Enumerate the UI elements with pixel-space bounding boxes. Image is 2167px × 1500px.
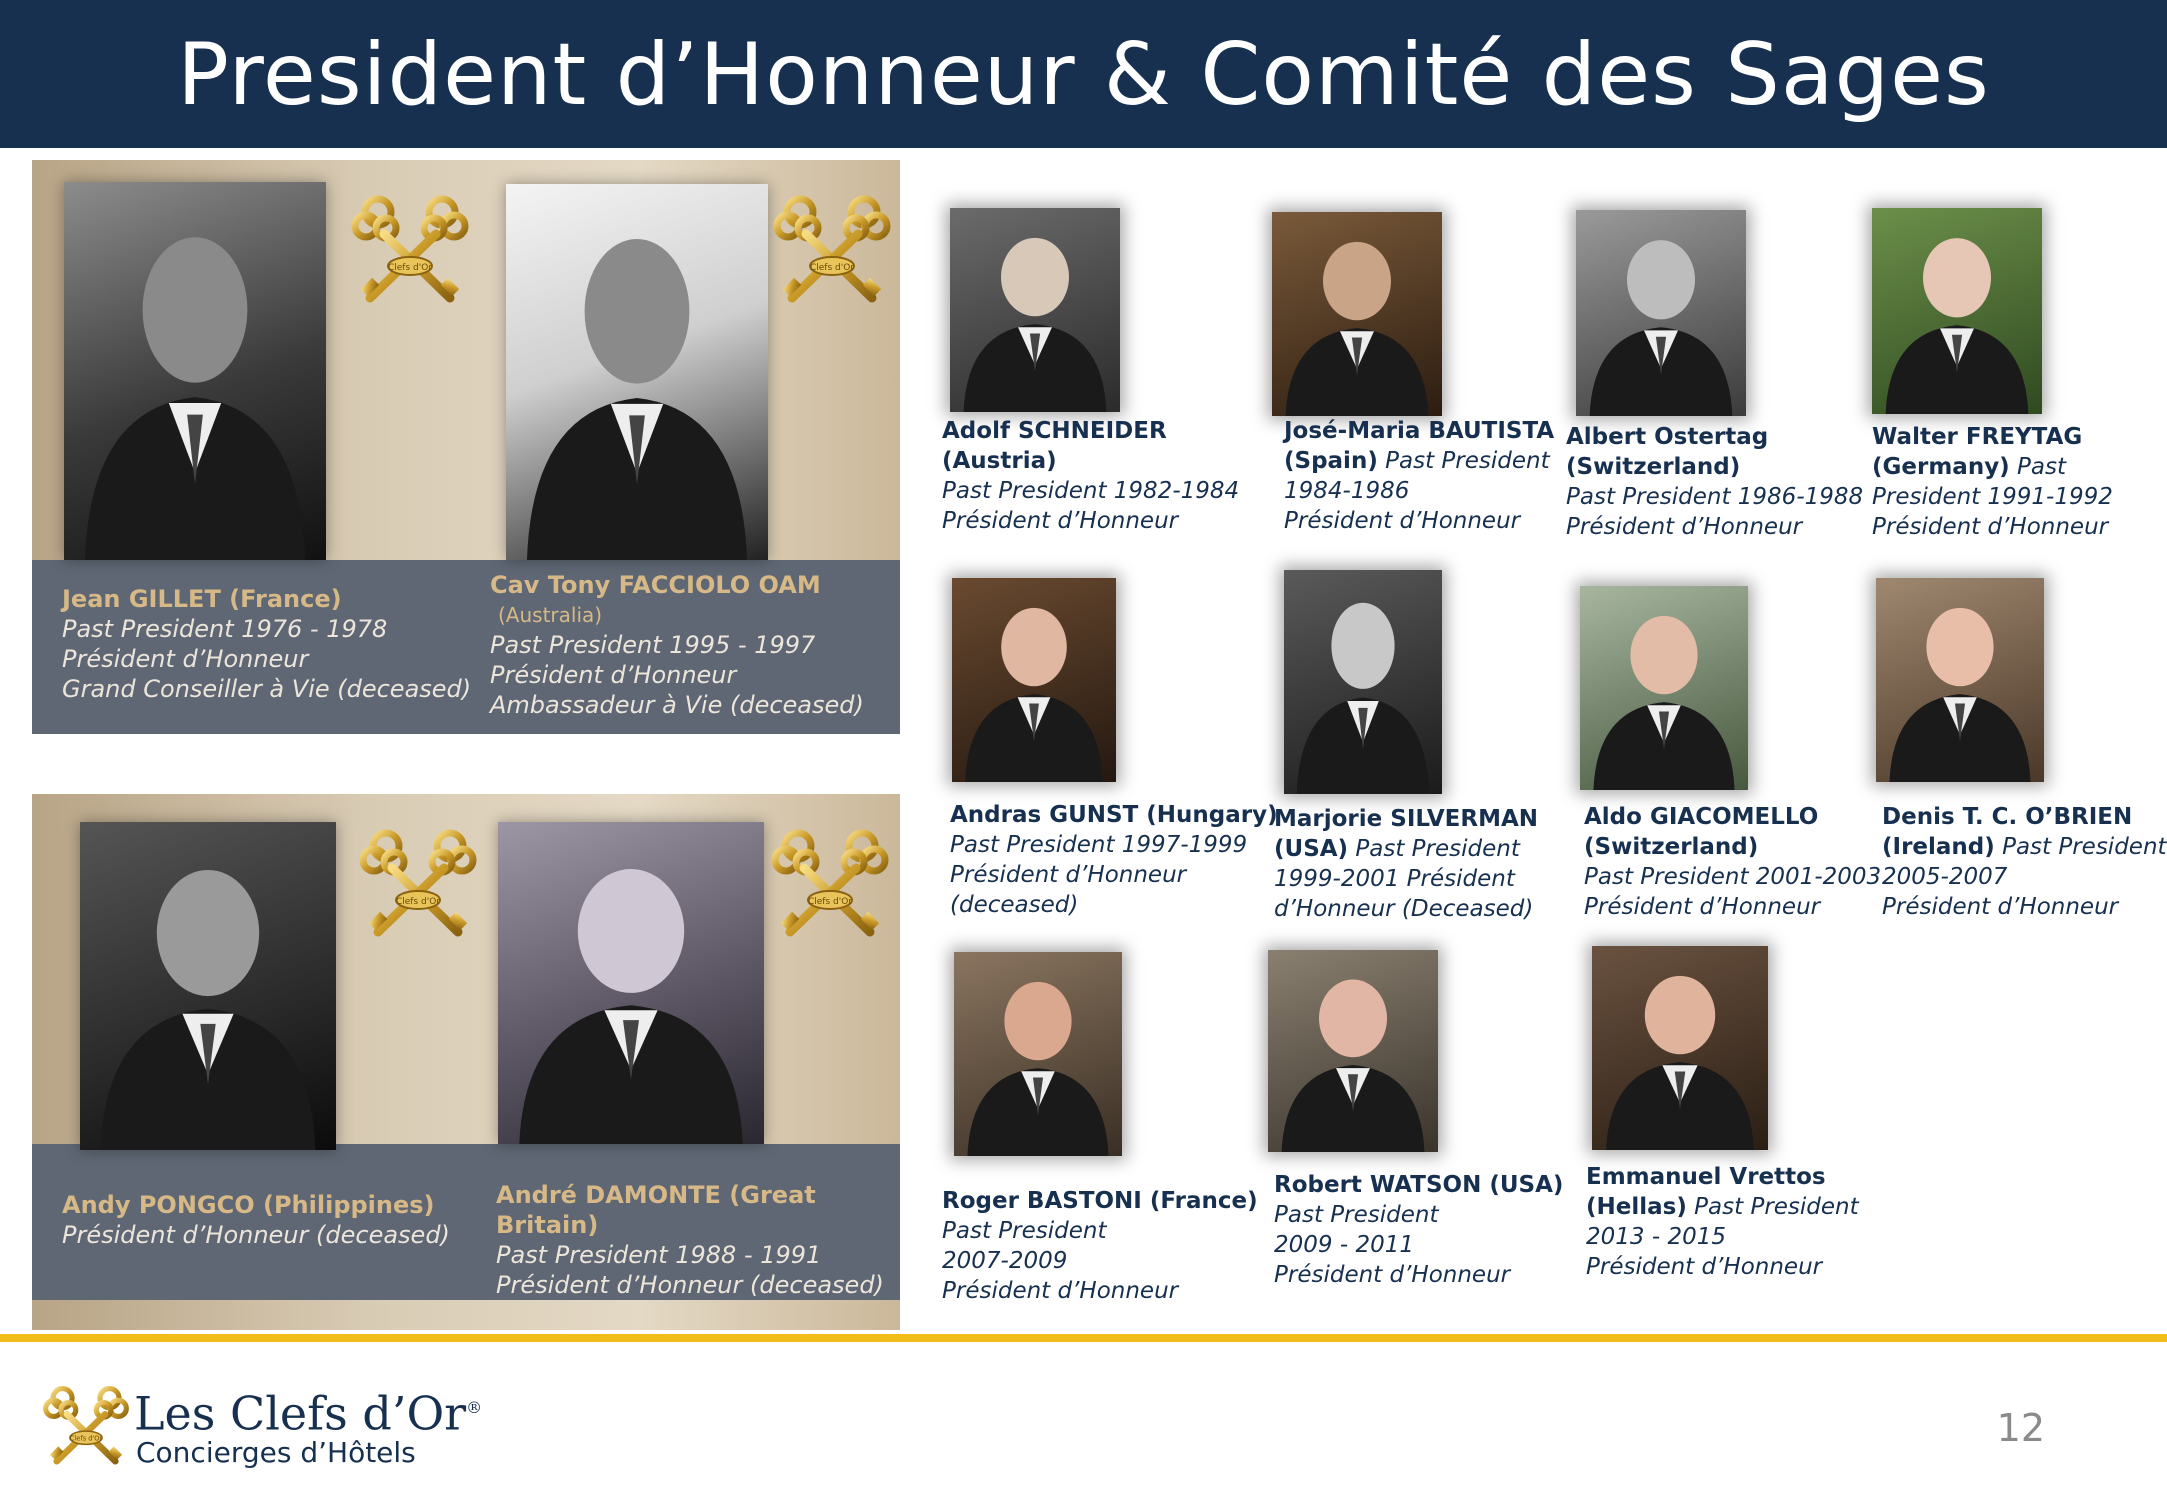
- portrait-icon: [1284, 570, 1442, 794]
- president-caption: José-Maria BAUTISTA (Spain) Past President 1984-1986 Président d’Honneur: [1284, 418, 1555, 534]
- person-caption: [62, 584, 482, 704]
- portrait-photo: [1592, 946, 1768, 1150]
- president-caption: Roger BASTONI (France) Past President 2007-2009 Président d’Honneur: [942, 1188, 1258, 1304]
- portrait-photo: [1872, 208, 2042, 414]
- person-detail: Ambassadeur à Vie (deceased): [490, 691, 864, 719]
- honorary-panel-2: [32, 794, 900, 1330]
- president-caption: Denis T. C. O’BRIEN (Ireland) Past President 2005-2007 Président d’Honneur: [1882, 804, 2167, 920]
- person-country: (Australia): [498, 603, 603, 627]
- president-caption: Marjorie SILVERMAN (USA) Past President 1999-2001 Président d’Honneur (Deceased): [1274, 806, 1539, 922]
- president-caption: Emmanuel Vrettos (Hellas) Past President 2013 - 2015 Président d’Honneur: [1586, 1164, 1859, 1280]
- portrait-icon: [950, 208, 1120, 412]
- portrait-icon: [1272, 212, 1442, 416]
- president-caption: Robert WATSON (USA) Past President 2009 - 2011 Président d’Honneur: [1274, 1172, 1564, 1288]
- person-detail: Président d’Honneur (deceased): [62, 1221, 450, 1249]
- portrait-photo: [1268, 950, 1438, 1152]
- portrait-photo: [952, 578, 1116, 782]
- brand-name: Les Clefs d’Or®: [134, 1386, 483, 1441]
- page-title: President d’Honneur & Comité des Sages: [177, 25, 1990, 125]
- header-bar: [0, 0, 2167, 148]
- president-caption: Andras GUNST (Hungary) Past President 1997-1999 Président d’Honneur (deceased): [950, 802, 1278, 918]
- portrait-icon: [1876, 578, 2044, 782]
- portrait-icon: [1580, 586, 1748, 790]
- portrait-photo: [498, 822, 764, 1144]
- person-detail: Grand Conseiller à Vie (deceased): [62, 675, 472, 703]
- crossed-keys-icon: [42, 1382, 130, 1470]
- person-name: André DAMONTE (Great Britain): [496, 1181, 816, 1239]
- portrait-icon: [1268, 950, 1438, 1152]
- person-caption: [62, 1190, 482, 1250]
- portrait-photo: [1876, 578, 2044, 782]
- portrait-icon: [64, 182, 326, 560]
- person-caption: [496, 1180, 896, 1300]
- person-detail: Président d’Honneur: [62, 645, 309, 673]
- portrait-photo: [1272, 212, 1442, 416]
- brand-tagline: Concierges d’Hôtels: [136, 1436, 416, 1469]
- portrait-photo: [80, 822, 336, 1150]
- president-caption: Adolf SCHNEIDER (Austria) Past President 1982-1984 Président d’Honneur: [942, 418, 1240, 534]
- portrait-photo: [1284, 570, 1442, 794]
- portrait-icon: [498, 822, 764, 1144]
- footer-divider: [0, 1334, 2167, 1342]
- portrait-icon: [952, 578, 1116, 782]
- person-detail: Président d’Honneur: [490, 661, 737, 689]
- person-name: Andy PONGCO (Philippines): [62, 1191, 435, 1219]
- crossed-keys-icon: [358, 824, 478, 944]
- portrait-photo: [506, 184, 768, 560]
- person-detail: Past President 1995 - 1997: [490, 631, 816, 659]
- person-name: Jean GILLET (France): [62, 585, 342, 613]
- crossed-keys-icon: [772, 190, 892, 310]
- portrait-icon: [1576, 210, 1746, 416]
- crossed-keys-icon: [770, 824, 890, 944]
- portrait-photo: [950, 208, 1120, 412]
- president-caption: Walter FREYTAG (Germany) Past President 1991-1992 Président d’Honneur: [1872, 424, 2113, 540]
- person-detail: Past President 1988 - 1991: [496, 1241, 822, 1269]
- president-caption: Albert Ostertag (Switzerland) Past President 1986-1988 Président d’Honneur: [1566, 424, 1864, 540]
- person-detail: Past President 1976 - 1978: [62, 615, 388, 643]
- brand-logo: [42, 1382, 483, 1477]
- portrait-photo: [64, 182, 326, 560]
- honorary-panel-1: [32, 160, 900, 734]
- crossed-keys-icon: [350, 190, 470, 310]
- portrait-icon: [1872, 208, 2042, 414]
- page-number: 12: [1996, 1406, 2045, 1450]
- person-detail: Président d’Honneur (deceased): [496, 1271, 884, 1299]
- portrait-icon: [954, 952, 1122, 1156]
- portrait-icon: [1592, 946, 1768, 1150]
- portrait-photo: [1576, 210, 1746, 416]
- portrait-icon: [506, 184, 768, 560]
- portrait-photo: [1580, 586, 1748, 790]
- portrait-photo: [954, 952, 1122, 1156]
- portrait-icon: [80, 822, 336, 1150]
- person-caption: [490, 570, 890, 720]
- person-name: Cav Tony FACCIOLO OAM: [490, 571, 821, 599]
- president-caption: Aldo GIACOMELLO (Switzerland) Past President 2001-2003 Président d’Honneur: [1584, 804, 1882, 920]
